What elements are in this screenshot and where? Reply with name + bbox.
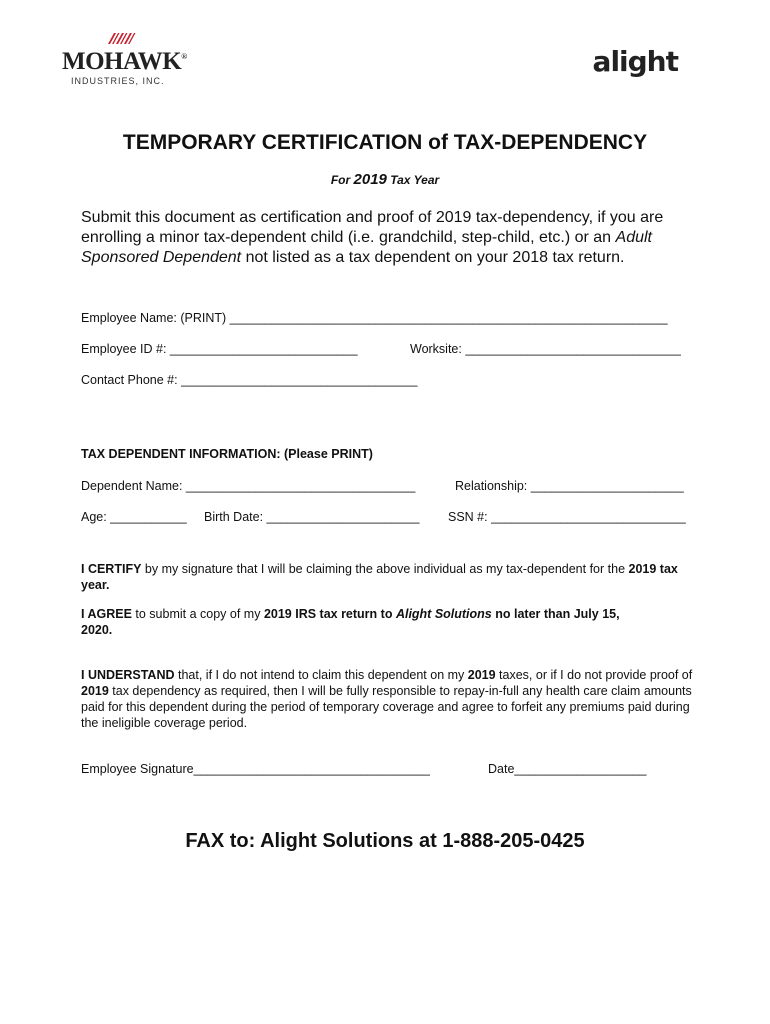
page-subtitle: For 2019 Tax Year	[330, 171, 440, 188]
employee-id-field[interactable]: Employee ID #: ___________________________	[81, 342, 358, 356]
date-field[interactable]: Date___________________	[488, 762, 647, 776]
fax-instruction: FAX to: Alight Solutions at 1-888-205-0425	[185, 830, 585, 852]
mohawk-swoosh-icon	[106, 30, 140, 46]
employee-name-field[interactable]: Employee Name: (PRINT) _______________________________________________________________	[81, 311, 668, 325]
understand-paragraph: I UNDERSTAND that, if I do not intend to claim this dependent on my 2019 taxes, or if I do not provide proof of 2019 tax dependency as required, then I will be fully responsible to repay-in-full any health care claim amounts paid for this dependent during the period of temporary coverage and agree to forfeit any premiums paid during the ineligible coverage period.	[81, 668, 693, 730]
alight-logo: alight	[592, 45, 678, 78]
mohawk-wordmark: MOHAWK®	[62, 48, 187, 75]
contact-phone-field[interactable]: Contact Phone #: __________________________________	[81, 373, 418, 387]
certify-paragraph: I CERTIFY by my signature that I will be claiming the above individual as my tax-dependent for the 2019 tax year.	[81, 562, 678, 592]
birth-date-field[interactable]: Birth Date: ______________________	[204, 510, 420, 524]
relationship-field[interactable]: Relationship: ______________________	[455, 479, 684, 493]
dependent-name-field[interactable]: Dependent Name: _________________________________	[81, 479, 416, 493]
mohawk-subtitle: INDUSTRIES, INC.	[71, 76, 165, 86]
mohawk-logo	[62, 30, 192, 90]
dependent-section-heading: TAX DEPENDENT INFORMATION: (Please PRINT)	[81, 447, 373, 461]
agree-paragraph: I AGREE to submit a copy of my 2019 IRS tax return to Alight Solutions no later than July 15, 2020.	[81, 607, 620, 637]
worksite-field[interactable]: Worksite: _______________________________	[410, 342, 681, 356]
intro-paragraph: Submit this document as certification and proof of 2019 tax-dependency, if you are enrolling a minor tax-dependent child (i.e. grandchild, step-child, etc.) or an Adult Sponsored Dependent not listed as a tax dependent on your 2018 tax return.	[81, 209, 664, 266]
employee-signature-field[interactable]: Employee Signature__________________________________	[81, 762, 430, 776]
ssn-field[interactable]: SSN #: ____________________________	[448, 510, 686, 524]
page-title: TEMPORARY CERTIFICATION of TAX-DEPENDENCY	[122, 131, 648, 154]
age-field[interactable]: Age: ___________	[81, 510, 187, 524]
